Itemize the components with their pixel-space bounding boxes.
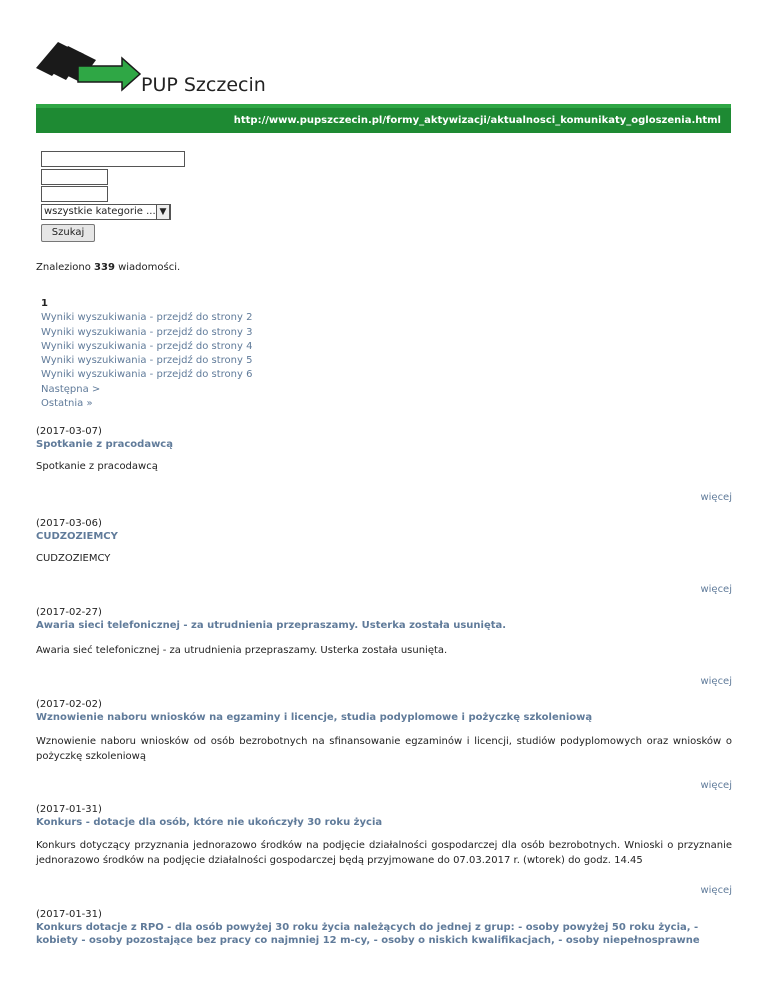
pagination-link-5[interactable]: Wyniki wyszukiwania - przejdź do strony 5 — [41, 355, 253, 367]
news-more-link[interactable]: więcej — [700, 584, 732, 595]
news-title[interactable]: Awaria sieci telefonicznej - za utrudnienia przepraszamy. Usterka została usunięta. — [36, 620, 507, 631]
news-title[interactable]: Konkurs - dotacje dla osób, które nie ukończyły 30 roku życia — [36, 817, 383, 828]
news-summary: Wznowienie naboru wniosków od osób bezrobotnych na sfinansowanie egzaminów i licencji, studiów podyplomowych oraz wniosków o pożyczkę szkoleniową — [36, 736, 732, 762]
pagination-link-2[interactable]: Wyniki wyszukiwania - przejdź do strony 2 — [41, 312, 253, 324]
results-count: Znaleziono 339 wiadomości. — [36, 262, 181, 273]
search-text-input[interactable] — [41, 151, 185, 167]
news-item — [36, 803, 732, 896]
date-from-input[interactable] — [41, 169, 108, 185]
pagination-current: 1 — [41, 298, 48, 309]
pagination-link-6[interactable]: Wyniki wyszukiwania - przejdź do strony 6 — [41, 369, 253, 381]
category-select[interactable] — [41, 204, 171, 220]
news-summary: CUDZOZIEMCY — [36, 553, 111, 564]
news-title[interactable]: Konkurs dotacje z RPO - dla osób powyżej 30 roku życia należących do jednej z grup: - osoby powyżej 50 roku życia, - kobiety - osoby pozostające bez pracy co najmniej 12 m-cy, - osoby o niskich kwalifikacjach, - osoby niepełnosprawne — [36, 922, 700, 946]
pagination — [41, 297, 252, 411]
news-title[interactable]: Wznowienie naboru wniosków na egzaminy i licencje, studia podyplomowe i pożyczkę szkoleniową — [36, 712, 593, 723]
news-item — [36, 425, 732, 503]
news-more-link[interactable]: więcej — [700, 885, 732, 896]
pagination-last[interactable]: Ostatnia » — [41, 398, 93, 410]
page-url[interactable]: http://www.pupszczecin.pl/formy_aktywizacji/aktualnosci_komunikaty_ogloszenia.html — [233, 115, 721, 126]
date-to-input[interactable] — [41, 186, 108, 202]
news-title[interactable]: Spotkanie z pracodawcą — [36, 439, 173, 450]
page-header — [0, 0, 768, 140]
news-item — [36, 517, 732, 595]
news-date: (2017-01-31) — [36, 909, 102, 920]
news-date: (2017-01-31) — [36, 804, 102, 815]
pagination-next[interactable]: Następna > — [41, 383, 101, 395]
news-summary: Konkurs dotyczący przyznania jednorazowo środków na podjęcie działalności gospodarczej dla osób bezrobotnych. Wnioski o przyznanie jednorazowo środków na podjęcie działalności gospodarczej będą przyjmowane do 07.03.2017 r. (wtorek) do godz. 14.45 — [36, 840, 732, 866]
news-item — [36, 606, 732, 687]
site-name: PUP Szczecin — [141, 74, 266, 96]
news-date: (2017-02-02) — [36, 699, 102, 710]
news-summary: Spotkanie z pracodawcą — [36, 461, 158, 472]
dropdown-arrow-icon[interactable]: ▼ — [156, 204, 170, 220]
results-count-number: 339 — [94, 262, 115, 273]
news-item — [36, 908, 732, 947]
news-item — [36, 698, 732, 791]
pagination-link-4[interactable]: Wyniki wyszukiwania - przejdź do strony 4 — [41, 340, 253, 352]
news-more-link[interactable]: więcej — [700, 676, 732, 687]
news-date: (2017-03-07) — [36, 426, 102, 437]
category-selected-value: wszystkie kategorie ... — [44, 206, 156, 217]
pup-logo-icon[interactable] — [36, 40, 146, 92]
news-date: (2017-03-06) — [36, 518, 102, 529]
news-more-link[interactable]: więcej — [700, 780, 732, 791]
news-date: (2017-02-27) — [36, 607, 102, 618]
news-more-link[interactable]: więcej — [700, 492, 732, 503]
news-summary: Awaria sieć telefonicznej - za utrudnienia przepraszamy. Usterka została usunięta. — [36, 645, 448, 656]
search-button[interactable]: Szukaj — [41, 224, 95, 242]
pagination-link-3[interactable]: Wyniki wyszukiwania - przejdź do strony 3 — [41, 326, 253, 338]
news-title[interactable]: CUDZOZIEMCY — [36, 531, 118, 542]
search-form — [41, 151, 185, 242]
url-bar — [36, 104, 731, 133]
